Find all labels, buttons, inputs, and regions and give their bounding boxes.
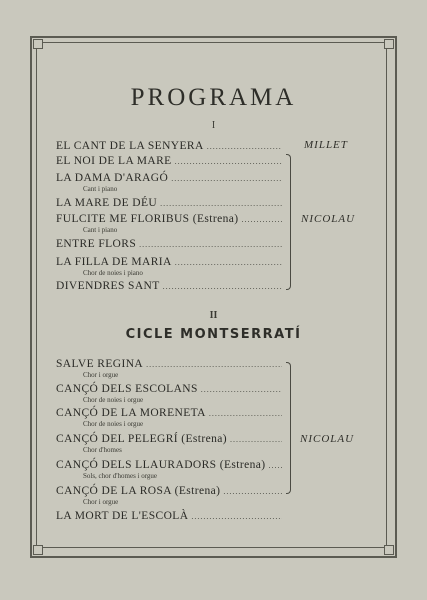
composer-brace <box>286 362 291 494</box>
list-item <box>56 383 282 405</box>
list-item <box>56 407 282 429</box>
item-title: EL NOI DE LA MARE <box>56 155 172 167</box>
item-title: SALVE REGINA <box>56 358 144 370</box>
list-item <box>56 197 282 210</box>
item-instrumentation: Sols, chor d'homes i orgue <box>83 472 158 480</box>
item-instrumentation: Chor de noies i piano <box>83 269 143 277</box>
item-title: ENTRE FLORS <box>56 238 137 250</box>
item-title: DIVENDRES SANT <box>56 280 160 292</box>
page-title: PROGRAMA <box>130 84 297 111</box>
item-instrumentation: Cant i piano <box>83 185 118 193</box>
section-2-number: II <box>209 310 218 321</box>
list-item <box>56 459 282 481</box>
item-title: LA MORT DE L'ESCOLÀ <box>56 510 189 522</box>
item-title: CANÇÓ DEL PELEGRÍ (Estrena) <box>56 433 228 445</box>
section-1-number: I <box>211 120 216 131</box>
list-item <box>56 510 282 523</box>
corner-ornament <box>33 39 43 49</box>
composer-name: NICOLAU <box>301 213 356 225</box>
item-title: CANÇÓ DELS ESCOLANS <box>56 383 198 395</box>
item-title: CANÇÓ DELS LLAURADORS (Estrena) <box>56 459 266 471</box>
list-item <box>56 485 282 507</box>
list-item <box>56 213 282 235</box>
list-item <box>56 238 282 251</box>
item-title: EL CANT DE LA SENYERA <box>56 140 204 152</box>
item-instrumentation: Chor de noies i orgue <box>83 420 144 428</box>
item-title: CANÇÓ DE LA MORENETA <box>56 407 206 419</box>
list-item <box>56 433 282 455</box>
item-instrumentation: Chor i orgue <box>83 498 119 506</box>
section-2-title: CICLE MONTSERRATÍ <box>125 327 302 342</box>
composer-brace <box>286 154 291 290</box>
list-item <box>56 172 282 194</box>
list-item <box>56 140 282 153</box>
corner-ornament <box>384 39 394 49</box>
list-item <box>56 256 282 278</box>
item-title: LA FILLA DE MARIA <box>56 256 172 268</box>
item-instrumentation: Chor i orgue <box>83 371 119 379</box>
corner-ornament <box>384 545 394 555</box>
item-instrumentation: Chor de noies i orgue <box>83 396 144 404</box>
list-item <box>56 280 282 293</box>
list-item <box>56 358 282 380</box>
item-title: FULCITE ME FLORIBUS (Estrena) <box>56 213 239 225</box>
list-item <box>56 155 282 168</box>
composer-name: NICOLAU <box>300 433 355 445</box>
corner-ornament <box>33 545 43 555</box>
item-instrumentation: Chor d'homes <box>83 446 122 454</box>
item-title: CANÇÓ DE LA ROSA (Estrena) <box>56 485 221 497</box>
composer-name: MILLET <box>304 139 348 151</box>
item-title: LA DAMA D'ARAGÓ <box>56 172 169 184</box>
item-title: LA MARE DE DÉU <box>56 197 158 209</box>
item-instrumentation: Cant i piano <box>83 226 118 234</box>
